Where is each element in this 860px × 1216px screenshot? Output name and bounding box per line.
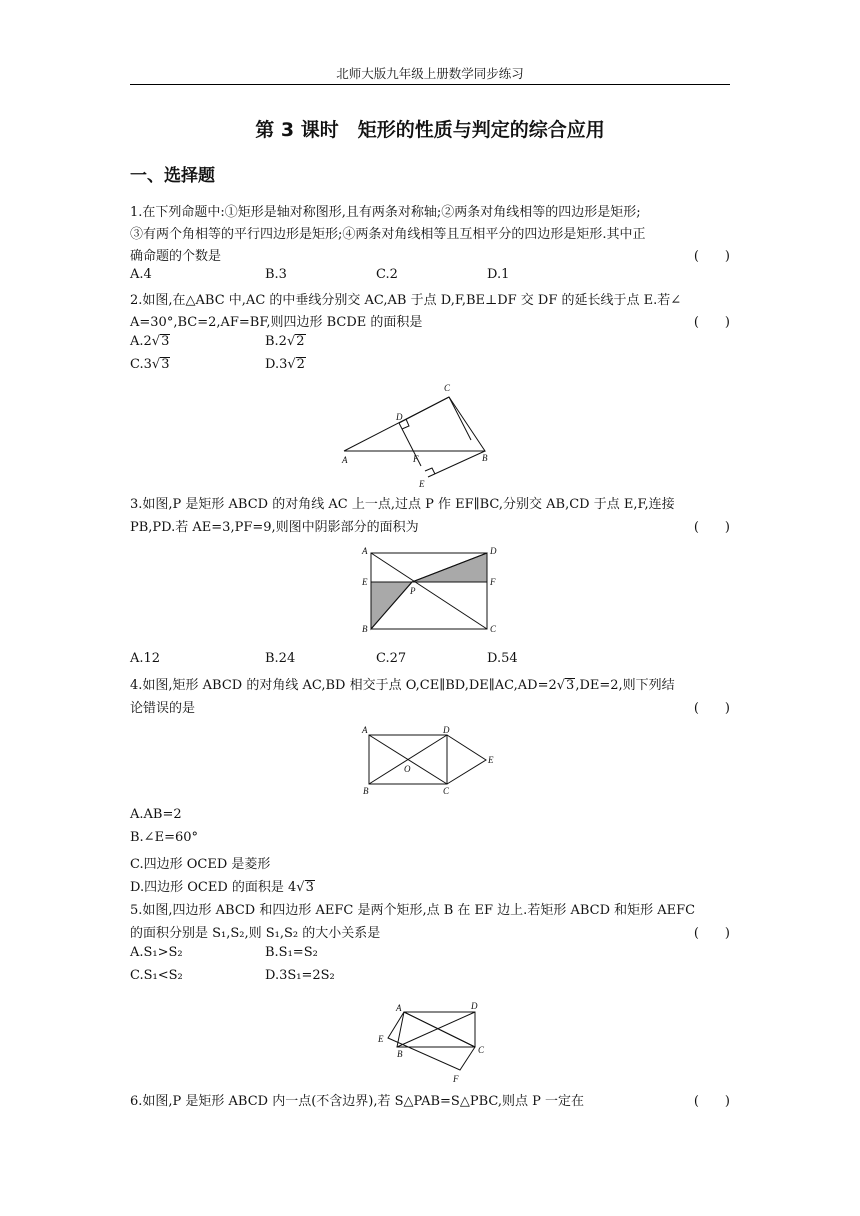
q4-label-o: O — [404, 764, 411, 774]
q2-option-c: C.3√3 — [130, 357, 170, 372]
q3-label-c: C — [490, 624, 497, 634]
q1-option-a: A.4 — [130, 267, 152, 282]
q3-answer-blank: ( ) — [693, 520, 730, 535]
q4-label-a: A — [362, 725, 368, 735]
q3-option-a: A.12 — [130, 651, 161, 666]
q4-option-c: C.四边形 OCED 是菱形 — [130, 857, 271, 872]
q5-option-d: D.3S₁=2S₂ — [265, 968, 335, 983]
q5-label-a: A — [396, 1003, 402, 1013]
q3-option-d: D.54 — [487, 651, 518, 666]
q3-label-b: B — [362, 624, 368, 634]
q5-option-a: A.S₁>S₂ — [130, 945, 183, 960]
q2-option-b: B.2√2 — [265, 334, 305, 349]
q3-label-p: P — [410, 586, 416, 596]
q4-label-e: E — [488, 755, 494, 765]
q5-label-b: B — [397, 1049, 403, 1059]
q2-option-d: D.3√2 — [265, 357, 305, 372]
q6-answer-blank: ( ) — [693, 1094, 730, 1109]
q3-option-c: C.27 — [376, 651, 407, 666]
q2-label-e: E — [419, 479, 425, 489]
q2-label-f: F — [413, 454, 419, 464]
q4-option-b: B.∠E=60° — [130, 830, 199, 845]
q3-label-f: F — [490, 577, 496, 587]
q1-text-1: 1.在下列命题中:①矩形是轴对称图形,且有两条对称轴;②两条对角线相等的四边形是矩形; — [130, 205, 641, 220]
page-header: 北师大版九年级上册数学同步练习 — [336, 66, 524, 81]
q2-label-d: D — [396, 412, 403, 422]
q2-text-1: 2.如图,在△ABC 中,AC 的中垂线分别交 AC,AB 于点 D,F,BE⊥DF 交 DF 的延长线于点 E.若∠ — [130, 293, 682, 308]
q2-label-c: C — [444, 383, 451, 393]
q5-option-b: B.S₁=S₂ — [265, 945, 318, 960]
q2-label-a: A — [342, 455, 348, 465]
q1-text-3: 确命题的个数是 — [130, 249, 222, 264]
q6-line-1 — [130, 1090, 730, 1109]
q6-text-1: 6.如图,P 是矩形 ABCD 内一点(不含边界),若 S△PAB=S△PBC,则点 P 一定在 — [130, 1094, 585, 1109]
q1-option-b: B.3 — [265, 267, 287, 282]
q4-label-b: B — [363, 786, 369, 796]
q5-label-d: D — [471, 1001, 478, 1011]
q3-text-1: 3.如图,P 是矩形 ABCD 的对角线 AC 上一点,过点 P 作 EF∥BC,分别交 AB,CD 于点 E,F,连接 — [130, 497, 675, 512]
page-title: 第 3 课时 矩形的性质与判定的综合应用 — [255, 119, 605, 141]
q2-text-2: A=30°,BC=2,AF=BF,则四边形 BCDE 的面积是 — [130, 315, 423, 330]
q4-option-a: A.AB=2 — [130, 807, 182, 822]
q3-label-e: E — [362, 577, 368, 587]
q1-option-c: C.2 — [376, 267, 398, 282]
section-heading: 一、选择题 — [130, 166, 215, 186]
q4-option-d: D.四边形 OCED 的面积是 4√3 — [130, 880, 314, 895]
q3-option-b: B.24 — [265, 651, 296, 666]
q4-line-1: 4.如图,矩形 ABCD 的对角线 AC,BD 相交于点 O,CE∥BD,DE∥AC,AD=2√3,DE=2,则下列结 — [130, 678, 675, 693]
q5-answer-blank: ( ) — [693, 926, 730, 941]
q3-label-a: A — [362, 546, 368, 556]
q4-label-d: D — [443, 725, 450, 735]
q2-answer-blank: ( ) — [693, 315, 730, 330]
q3-text-2: PB,PD.若 AE=3,PF=9,则图中阴影部分的面积为 — [130, 520, 419, 535]
q1-answer-blank: ( ) — [693, 249, 730, 264]
q5-label-f: F — [453, 1074, 459, 1084]
q5-label-c: C — [478, 1045, 485, 1055]
q1-text-2: ③有两个角相等的平行四边形是矩形;④两条对角线相等且互相平分的四边形是矩形.其中正 — [130, 227, 646, 242]
q4-answer-blank: ( ) — [693, 701, 730, 716]
q2-label-b: B — [482, 453, 488, 463]
q5-label-e: E — [378, 1034, 384, 1044]
q5-text-1: 5.如图,四边形 ABCD 和四边形 AEFC 是两个矩形,点 B 在 EF 边上.若矩形 ABCD 和矩形 AEFC — [130, 903, 696, 918]
q5-text-2: 的面积分别是 S₁,S₂,则 S₁,S₂ 的大小关系是 — [130, 926, 381, 941]
q4-label-c: C — [443, 786, 450, 796]
q4-text-2: 论错误的是 — [130, 701, 196, 716]
q1-option-d: D.1 — [487, 267, 510, 282]
q2-option-a: A.2√3 — [130, 334, 170, 349]
q3-label-d: D — [490, 546, 497, 556]
q5-option-c: C.S₁<S₂ — [130, 968, 183, 983]
